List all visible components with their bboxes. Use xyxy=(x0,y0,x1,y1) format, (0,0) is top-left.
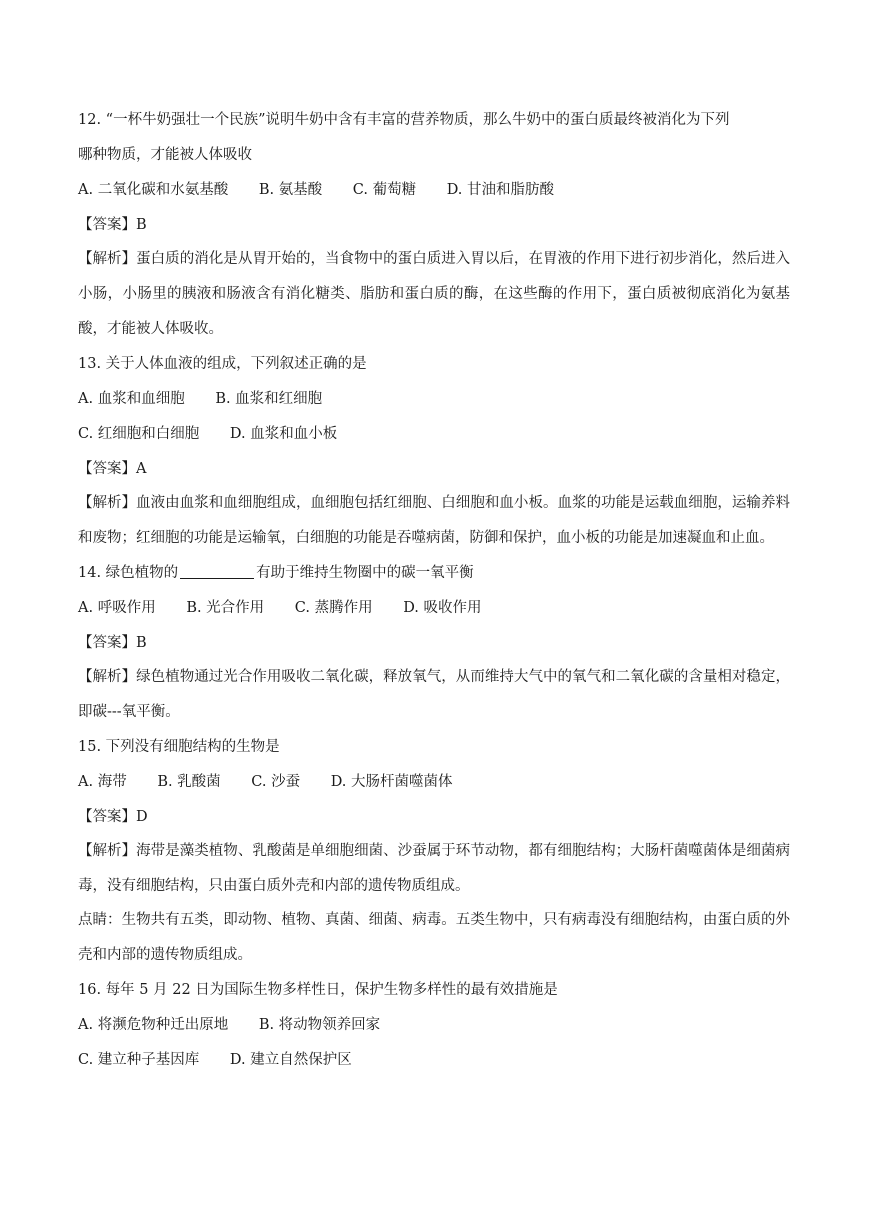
question-stem: 16. 每年 5 月 22 日为国际生物多样性日，保护生物多样性的最有效措施是 xyxy=(78,982,558,998)
analysis: 【解析】海带是藻类植物、乳酸菌是单细胞细菌、沙蚕属于环节动物，都有细胞结构；大肠杆菌噬菌体是细菌病毒，没有细胞结构，只由蛋白质外壳和内部的遗传物质组成。 xyxy=(78,843,790,894)
question-stem: 15. 下列没有细胞结构的生物是 xyxy=(78,739,280,755)
option-d: D. 血浆和血小板 xyxy=(229,426,338,442)
question-14 xyxy=(78,561,790,730)
option-b: B. 将动物领养回家 xyxy=(258,1017,381,1033)
option-d: D. 吸收作用 xyxy=(403,600,482,616)
option-a: A. 血浆和血细胞 xyxy=(78,391,185,407)
option-d: D. 大肠杆菌噬菌体 xyxy=(330,774,453,790)
exam-page xyxy=(78,108,790,1083)
question-stem: 13. 关于人体血液的组成，下列叙述正确的是 xyxy=(78,356,367,372)
options-row xyxy=(78,178,790,202)
options-row xyxy=(78,387,790,411)
option-c: C. 沙蚕 xyxy=(251,774,301,790)
analysis: 【解析】绿色植物通过光合作用吸收二氧化碳，释放氧气，从而维持大气中的氧气和二氧化碳的含量相对稳定，即碳---氧平衡。 xyxy=(78,669,790,720)
option-c: C. 红细胞和白细胞 xyxy=(78,426,200,442)
options-row xyxy=(78,422,790,446)
fill-in-blank xyxy=(180,562,254,579)
question-15 xyxy=(78,735,790,973)
option-c: C. 蒸腾作用 xyxy=(294,600,373,616)
stem-after-blank: 有助于维持生物圈中的碳一氧平衡 xyxy=(256,565,474,581)
question-16 xyxy=(78,978,790,1072)
analysis: 【解析】蛋白质的消化是从胃开始的，当食物中的蛋白质进入胃以后，在胃液的作用下进行初步消化，然后进入小肠，小肠里的胰液和肠液含有消化糖类、脂肪和蛋白质的酶，在这些酶的作用下，蛋白质被彻底消化为氨基酸，才能被人体吸收。 xyxy=(78,251,790,337)
option-a: A. 海带 xyxy=(78,774,127,790)
option-d: D. 建立自然保护区 xyxy=(229,1052,352,1068)
question-stem xyxy=(78,561,790,585)
stem-before-blank: 14. 绿色植物的 xyxy=(78,565,179,581)
option-a: A. 二氧化碳和水氨基酸 xyxy=(78,182,229,198)
options-row xyxy=(78,770,790,794)
answer: 【答案】D xyxy=(78,809,148,825)
option-b: B. 乳酸菌 xyxy=(157,774,221,790)
answer: 【答案】B xyxy=(78,217,147,233)
question-12 xyxy=(78,108,790,347)
answer: 【答案】A xyxy=(78,461,147,477)
option-c: C. 葡萄糖 xyxy=(352,182,417,198)
option-b: B. 光合作用 xyxy=(186,600,265,616)
options-row xyxy=(78,596,790,620)
option-b: B. 氨基酸 xyxy=(258,182,323,198)
option-d: D. 甘油和脂肪酸 xyxy=(446,182,555,198)
option-a: A. 呼吸作用 xyxy=(78,600,156,616)
question-stem: 12. “一杯牛奶强壮一个民族”说明牛奶中含有丰富的营养物质，那么牛奶中的蛋白质最终被消化为下列 xyxy=(78,112,730,128)
key-point-note: 点睛：生物共有五类，即动物、植物、真菌、细菌、病毒。五类生物中，只有病毒没有细胞结构，由蛋白质的外壳和内部的遗传物质组成。 xyxy=(78,912,790,963)
option-a: A. 将濒危物种迁出原地 xyxy=(78,1017,229,1033)
options-row xyxy=(78,1013,790,1037)
option-b: B. 血浆和红细胞 xyxy=(215,391,323,407)
question-13 xyxy=(78,352,790,556)
question-stem-continued: 哪种物质，才能被人体吸收 xyxy=(78,147,252,163)
analysis: 【解析】血液由血浆和血细胞组成，血细胞包括红细胞、白细胞和血小板。血浆的功能是运载血细胞，运输养料和废物；红细胞的功能是运输氧，白细胞的功能是吞噬病菌，防御和保护，血小板的功能是加速凝血和止血。 xyxy=(78,495,790,546)
option-c: C. 建立种子基因库 xyxy=(78,1052,200,1068)
answer: 【答案】B xyxy=(78,635,147,651)
options-row xyxy=(78,1048,790,1072)
